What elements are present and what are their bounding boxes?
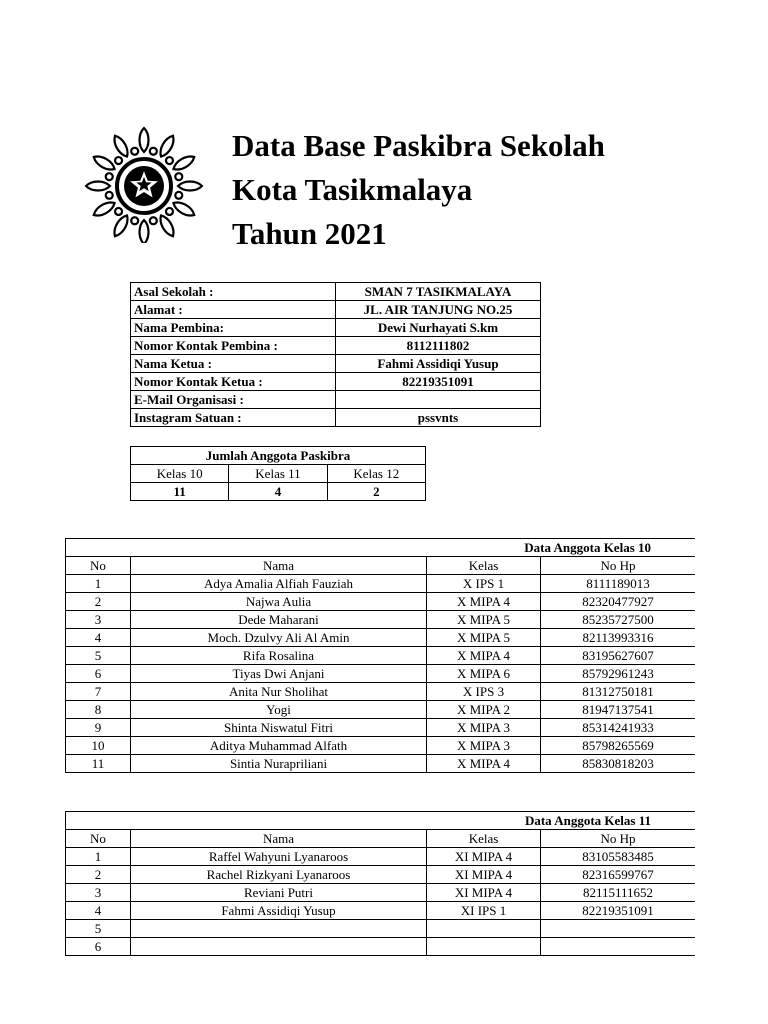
cell-kelas: X MIPA 3 <box>427 737 541 755</box>
cell-no-hp: 85792961243 <box>541 665 696 683</box>
cell-kelas: X MIPA 3 <box>427 719 541 737</box>
cell-nama: Raffel Wahyuni Lyanaroos <box>131 848 427 866</box>
cell-nama: Anita Nur Sholihat <box>131 683 427 701</box>
logo-dot <box>166 157 173 164</box>
table-row <box>66 848 696 866</box>
logo-petal <box>140 220 149 243</box>
cell-no: 4 <box>66 902 131 920</box>
cell-kelas: X MIPA 2 <box>427 701 541 719</box>
cell-no: 11 <box>66 755 131 773</box>
count-value-kelas-12: 2 <box>327 483 425 501</box>
cell-nama: Yogi <box>131 701 427 719</box>
info-row <box>131 319 541 337</box>
count-header-kelas-10: Kelas 10 <box>131 465 229 483</box>
cell-no: 9 <box>66 719 131 737</box>
logo-dot <box>106 192 113 199</box>
cell-kelas: X MIPA 4 <box>427 647 541 665</box>
cell-kelas: XI IPS 1 <box>427 902 541 920</box>
cell-no-hp: 85235727500 <box>541 611 696 629</box>
table-caption: Data Anggota Kelas 10 <box>66 539 696 557</box>
cell-no: 6 <box>66 938 131 956</box>
cell-no: 2 <box>66 866 131 884</box>
table-row <box>66 938 696 956</box>
table-row <box>66 866 696 884</box>
cell-no: 1 <box>66 848 131 866</box>
logo-dot <box>166 208 173 215</box>
logo-dot <box>131 148 138 155</box>
info-label: Alamat : <box>131 301 336 319</box>
info-label: Nomor Kontak Ketua : <box>131 373 336 391</box>
cell-kelas: XI MIPA 4 <box>427 866 541 884</box>
cell-nama: Sintia Nurapriliani <box>131 755 427 773</box>
cell-nama: Tiyas Dwi Anjani <box>131 665 427 683</box>
info-label: Nomor Kontak Pembina : <box>131 337 336 355</box>
info-label: Nama Ketua : <box>131 355 336 373</box>
cell-no-hp: 81947137541 <box>541 701 696 719</box>
cell-nama: Aditya Muhammad Alfath <box>131 737 427 755</box>
table-row <box>66 575 696 593</box>
table-row <box>66 629 696 647</box>
logo-petal <box>140 128 149 152</box>
table-row <box>66 719 696 737</box>
table-row <box>66 611 696 629</box>
cell-nama: Adya Amalia Alfiah Fauziah <box>131 575 427 593</box>
cell-no-hp: 85830818203 <box>541 755 696 773</box>
cell-nama: Fahmi Assidiqi Yusup <box>131 902 427 920</box>
cell-kelas: XI MIPA 4 <box>427 848 541 866</box>
logo-petal <box>178 182 202 191</box>
cell-no-hp <box>541 920 696 938</box>
info-value <box>336 391 541 409</box>
info-row <box>131 283 541 301</box>
table-row <box>66 737 696 755</box>
cell-kelas: X IPS 1 <box>427 575 541 593</box>
logo-dot <box>131 217 138 224</box>
cell-no: 5 <box>66 647 131 665</box>
table-header-row <box>66 557 696 575</box>
table-caption: Data Anggota Kelas 11 <box>66 812 696 830</box>
info-value: SMAN 7 TASIKMALAYA <box>336 283 541 301</box>
paskibra-emblem-icon <box>80 125 208 243</box>
cell-nama: Moch. Dzulvy Ali Al Amin <box>131 629 427 647</box>
cell-nama: Rifa Rosalina <box>131 647 427 665</box>
cell-no-hp <box>541 938 696 956</box>
cell-no: 6 <box>66 665 131 683</box>
cell-nama: Shinta Niswatul Fitri <box>131 719 427 737</box>
logo-dot <box>150 148 157 155</box>
logo-petal <box>111 213 131 238</box>
cell-no-hp: 8111189013 <box>541 575 696 593</box>
header-nama: Nama <box>131 830 427 848</box>
cell-no-hp: 82219351091 <box>541 902 696 920</box>
table-row <box>66 593 696 611</box>
count-value-kelas-10: 11 <box>131 483 229 501</box>
cell-kelas: X MIPA 5 <box>427 611 541 629</box>
table-row <box>66 902 696 920</box>
logo-dot <box>150 217 157 224</box>
logo-petal <box>92 153 117 173</box>
logo-petal <box>86 182 110 191</box>
logo-petal <box>157 134 177 159</box>
document-title <box>232 124 605 256</box>
cell-kelas: XI MIPA 4 <box>427 884 541 902</box>
kelas-11-table <box>65 811 695 956</box>
info-value: 82219351091 <box>336 373 541 391</box>
school-info-table <box>130 282 541 427</box>
cell-kelas: X MIPA 4 <box>427 593 541 611</box>
table-row <box>66 755 696 773</box>
cell-kelas <box>427 938 541 956</box>
member-count-title: Jumlah Anggota Paskibra <box>131 447 426 465</box>
cell-kelas: X MIPA 5 <box>427 629 541 647</box>
header-no-hp: No Hp <box>541 830 696 848</box>
cell-no: 3 <box>66 611 131 629</box>
count-value-kelas-11: 4 <box>229 483 327 501</box>
cell-no: 8 <box>66 701 131 719</box>
logo-dot <box>106 173 113 180</box>
cell-no: 4 <box>66 629 131 647</box>
info-label: Asal Sekolah : <box>131 283 336 301</box>
logo-dot <box>115 208 122 215</box>
cell-nama <box>131 938 427 956</box>
logo-dot <box>115 157 122 164</box>
cell-nama: Rachel Rizkyani Lyanaroos <box>131 866 427 884</box>
title-line-1: Data Base Paskibra Sekolah <box>232 128 605 163</box>
logo-petal <box>111 134 131 159</box>
info-value: pssvnts <box>336 409 541 427</box>
cell-no: 2 <box>66 593 131 611</box>
table-row <box>66 665 696 683</box>
cell-no: 7 <box>66 683 131 701</box>
cell-kelas: X MIPA 4 <box>427 755 541 773</box>
title-line-3: Tahun 2021 <box>232 216 387 251</box>
cell-no-hp: 82316599767 <box>541 866 696 884</box>
cell-no-hp: 82115111652 <box>541 884 696 902</box>
info-label: E-Mail Organisasi : <box>131 391 336 409</box>
table-row <box>66 647 696 665</box>
table-row <box>66 701 696 719</box>
table-row <box>66 683 696 701</box>
header-kelas: Kelas <box>427 557 541 575</box>
info-row <box>131 337 541 355</box>
cell-no: 5 <box>66 920 131 938</box>
count-header-kelas-11: Kelas 11 <box>229 465 327 483</box>
cell-no-hp: 82113993316 <box>541 629 696 647</box>
logo-dot <box>175 192 182 199</box>
info-label: Nama Pembina: <box>131 319 336 337</box>
title-line-2: Kota Tasikmalaya <box>232 172 473 207</box>
paskibra-logo <box>80 125 208 243</box>
cell-kelas: X IPS 3 <box>427 683 541 701</box>
cell-nama: Najwa Aulia <box>131 593 427 611</box>
cell-no: 3 <box>66 884 131 902</box>
cell-no: 1 <box>66 575 131 593</box>
logo-dot <box>175 173 182 180</box>
info-row <box>131 355 541 373</box>
info-row <box>131 301 541 319</box>
info-value: Fahmi Assidiqi Yusup <box>336 355 541 373</box>
cell-no-hp: 82320477927 <box>541 593 696 611</box>
cell-no: 10 <box>66 737 131 755</box>
info-label: Instagram Satuan : <box>131 409 336 427</box>
info-value: JL. AIR TANJUNG NO.25 <box>336 301 541 319</box>
cell-no-hp: 85314241933 <box>541 719 696 737</box>
header-nama: Nama <box>131 557 427 575</box>
cell-nama <box>131 920 427 938</box>
cell-nama: Dede Maharani <box>131 611 427 629</box>
count-header-kelas-12: Kelas 12 <box>327 465 425 483</box>
cell-kelas: X MIPA 6 <box>427 665 541 683</box>
info-value: 8112111802 <box>336 337 541 355</box>
info-row <box>131 373 541 391</box>
cell-nama: Reviani Putri <box>131 884 427 902</box>
cell-kelas <box>427 920 541 938</box>
cell-no-hp: 81312750181 <box>541 683 696 701</box>
logo-petal <box>157 213 177 238</box>
header-no: No <box>66 830 131 848</box>
cell-no-hp: 83105583485 <box>541 848 696 866</box>
cell-no-hp: 83195627607 <box>541 647 696 665</box>
logo-petal <box>171 199 196 219</box>
member-count-table <box>130 446 426 501</box>
kelas-10-table <box>65 538 695 773</box>
header-no-hp: No Hp <box>541 557 696 575</box>
info-row <box>131 391 541 409</box>
cell-no-hp: 85798265569 <box>541 737 696 755</box>
info-value: Dewi Nurhayati S.km <box>336 319 541 337</box>
logo-petal <box>92 199 117 219</box>
logo-petal <box>171 153 196 173</box>
table-header-row <box>66 830 696 848</box>
info-row <box>131 409 541 427</box>
header-no: No <box>66 557 131 575</box>
table-row <box>66 884 696 902</box>
table-row <box>66 920 696 938</box>
header-kelas: Kelas <box>427 830 541 848</box>
